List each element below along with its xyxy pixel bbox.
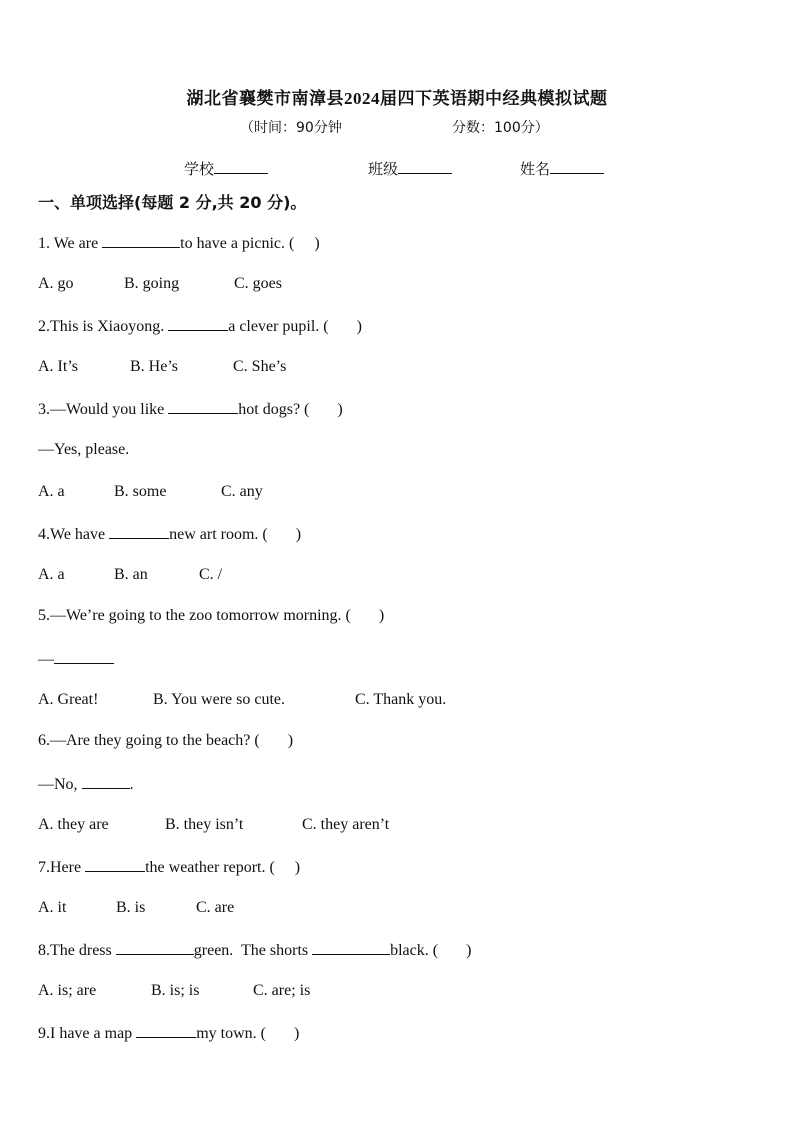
name-blank[interactable] [550,158,604,174]
question-6-option-a[interactable]: A. they are [38,816,109,833]
question-8-option-b[interactable]: B. is; is [151,982,200,999]
question-3-stem-a: 3.—Would you like [38,401,169,418]
class-blank[interactable] [398,158,452,174]
question-2-option-a[interactable]: A. It’s [38,358,78,375]
question-1-stem-a: 1. We are [38,235,103,252]
question-9-stem-b: my town. ( ) [196,1025,300,1042]
question-8-stem-a: 8.The dress [38,942,116,959]
question-1-option-c[interactable]: C. goes [234,275,282,292]
question-3-blank[interactable] [168,399,238,414]
exam-score: 分数：100分） [452,120,549,136]
question-4-option-c[interactable]: C. / [199,566,223,583]
name-label: 姓名 [520,160,551,178]
question-5-blank[interactable] [54,649,114,664]
question-2-option-c[interactable]: C. She’s [233,358,287,375]
question-2-blank[interactable] [168,316,228,331]
question-3-option-a[interactable]: A. a [38,483,65,500]
question-1-option-b[interactable]: B. going [124,275,180,292]
question-2 [38,316,362,336]
question-7-option-a[interactable]: A. it [38,899,67,916]
question-7-stem-b: the weather report. ( ) [145,859,301,876]
question-3-option-b[interactable]: B. some [114,483,167,500]
section-title: 一、单项选择(每题 2 分,共 20 分)。 [38,193,307,212]
question-8-option-c[interactable]: C. are; is [253,982,311,999]
question-1-blank[interactable] [102,233,180,248]
question-7-option-c[interactable]: C. are [196,899,235,916]
question-6-option-c[interactable]: C. they aren’t [302,816,390,833]
question-8-option-a[interactable]: A. is; are [38,982,97,999]
question-9-stem-a: 9.I have a map [38,1025,137,1042]
school-field[interactable] [184,158,268,179]
question-6-response-a: —No, [38,776,82,793]
question-7-stem-a: 7.Here [38,859,86,876]
name-field[interactable] [520,158,604,179]
question-2-stem-b: a clever pupil. ( ) [228,318,362,335]
school-blank[interactable] [214,158,268,174]
exam-time: （时间：90分钟 [240,120,342,136]
class-field[interactable] [368,158,452,179]
question-3-stem-b: hot dogs? ( ) [238,401,343,418]
question-4-option-a[interactable]: A. a [38,566,65,583]
question-4-stem-a: 4.We have [38,526,110,543]
question-1 [38,233,320,253]
question-9 [38,1023,299,1043]
question-3 [38,399,343,419]
question-6-option-b[interactable]: B. they isn’t [165,816,244,833]
question-2-stem-a: 2.This is Xiaoyong. [38,318,169,335]
question-1-option-a[interactable]: A. go [38,275,74,292]
class-label: 班级 [368,160,399,178]
school-label: 学校 [184,160,215,178]
question-5: 5.—We’re going to the zoo tomorrow morning. ( ) [38,607,385,624]
question-2-option-b[interactable]: B. He’s [130,358,178,375]
question-8 [38,940,471,960]
question-8-stem-b: black. ( ) [390,942,472,959]
question-5-option-b[interactable]: B. You were so cute. [153,691,285,708]
question-4 [38,524,301,544]
question-7-blank[interactable] [85,857,145,872]
question-4-option-b[interactable]: B. an [114,566,148,583]
question-8-blank-1[interactable] [116,940,194,955]
question-4-stem-b: new art room. ( ) [169,526,302,543]
question-6-blank[interactable] [82,774,130,789]
question-5-response [38,649,114,669]
question-4-blank[interactable] [109,524,169,539]
question-9-blank[interactable] [136,1023,196,1038]
question-1-stem-b: to have a picnic. ( ) [180,235,320,252]
question-5-option-a[interactable]: A. Great! [38,691,99,708]
question-5-option-c[interactable]: C. Thank you. [355,691,447,708]
question-8-blank-2[interactable] [312,940,390,955]
question-7-option-b[interactable]: B. is [116,899,146,916]
question-7 [38,857,300,877]
question-3-response: —Yes, please. [38,441,130,458]
question-8-stem-mid: green. The shorts [193,942,313,959]
question-5-dash: — [38,651,54,668]
question-6: 6.—Are they going to the beach? ( ) [38,732,294,749]
question-6-response [38,774,134,794]
page-title: 湖北省襄樊市南漳县2024届四下英语期中经典模拟试题 [186,89,608,108]
question-6-response-b: . [129,776,134,793]
question-3-option-c[interactable]: C. any [221,483,263,500]
